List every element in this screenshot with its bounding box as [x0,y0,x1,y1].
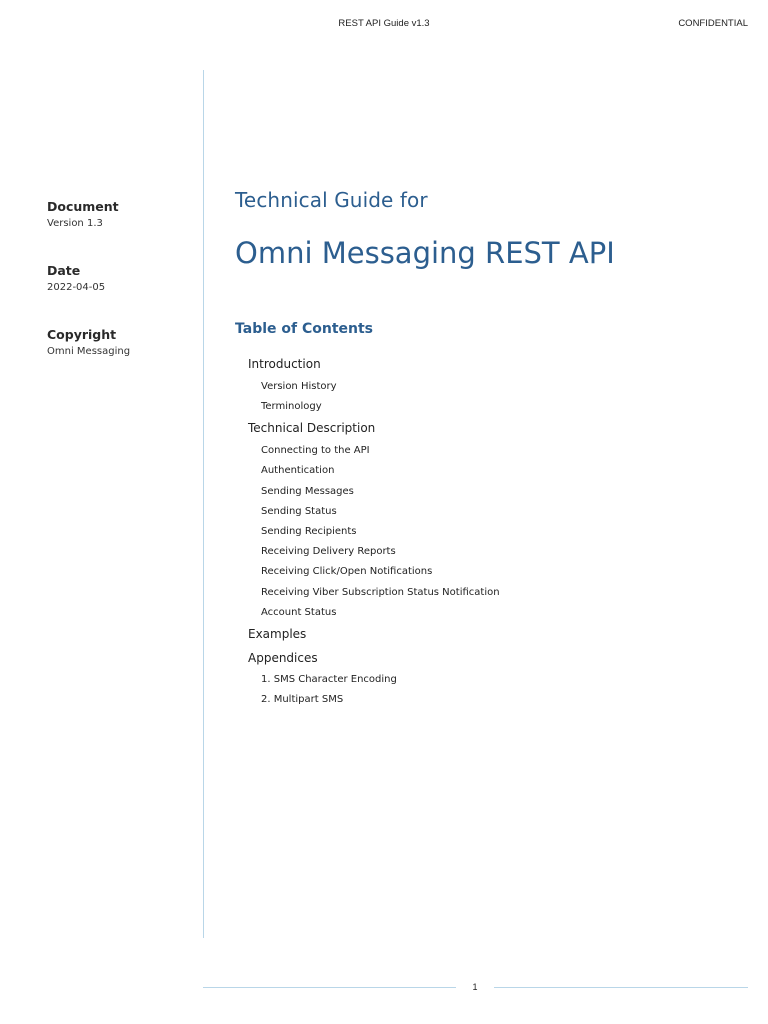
toc-entry-sending-status[interactable]: Sending Status [261,506,337,517]
toc-entry-sending-messages[interactable]: Sending Messages [261,486,354,497]
toc-entry-examples[interactable]: Examples [248,627,307,641]
toc-entry-account-status[interactable]: Account Status [261,607,337,618]
copyright-meta [47,327,130,357]
running-header-title: REST API Guide v1.3 [338,18,430,29]
toc-entry-appendices[interactable]: Appendices [248,651,318,665]
document-label: Document [47,199,119,214]
toc-entry-terminology[interactable]: Terminology [261,401,322,412]
date-meta [47,263,105,293]
toc-entry-receiving-click-open-notifications[interactable]: Receiving Click/Open Notifications [261,566,433,577]
toc-entry-authentication[interactable]: Authentication [261,465,335,476]
page-number: 1 [472,982,478,992]
toc-entry-multipart-sms[interactable]: 2. Multipart SMS [261,694,344,705]
toc-entry-receiving-viber-subscription-status[interactable]: Receiving Viber Subscription Status Notification [261,587,500,598]
document-version: Version 1.3 [47,218,103,229]
footer-rule-right [494,987,748,988]
confidential-label: CONFIDENTIAL [678,18,748,29]
footer-rule-left [203,987,456,988]
copyright-value: Omni Messaging [47,346,131,357]
toc-entry-version-history[interactable]: Version History [261,381,337,392]
document-title: Omni Messaging REST API [235,236,615,270]
document-meta [47,199,119,229]
toc-entry-receiving-delivery-reports[interactable]: Receiving Delivery Reports [261,546,396,557]
toc-entry-introduction[interactable]: Introduction [248,357,321,371]
copyright-label: Copyright [47,327,117,342]
toc-entry-sms-character-encoding[interactable]: 1. SMS Character Encoding [261,674,397,685]
document-subtitle: Technical Guide for [235,188,428,212]
toc-entry-connecting-to-the-api[interactable]: Connecting to the API [261,445,370,456]
date-label: Date [47,263,81,278]
vertical-divider [203,70,204,938]
toc-entry-technical-description[interactable]: Technical Description [248,421,376,435]
toc-heading: Table of Contents [235,321,374,337]
toc-entry-sending-recipients[interactable]: Sending Recipients [261,526,357,537]
date-value: 2022-04-05 [47,282,106,293]
